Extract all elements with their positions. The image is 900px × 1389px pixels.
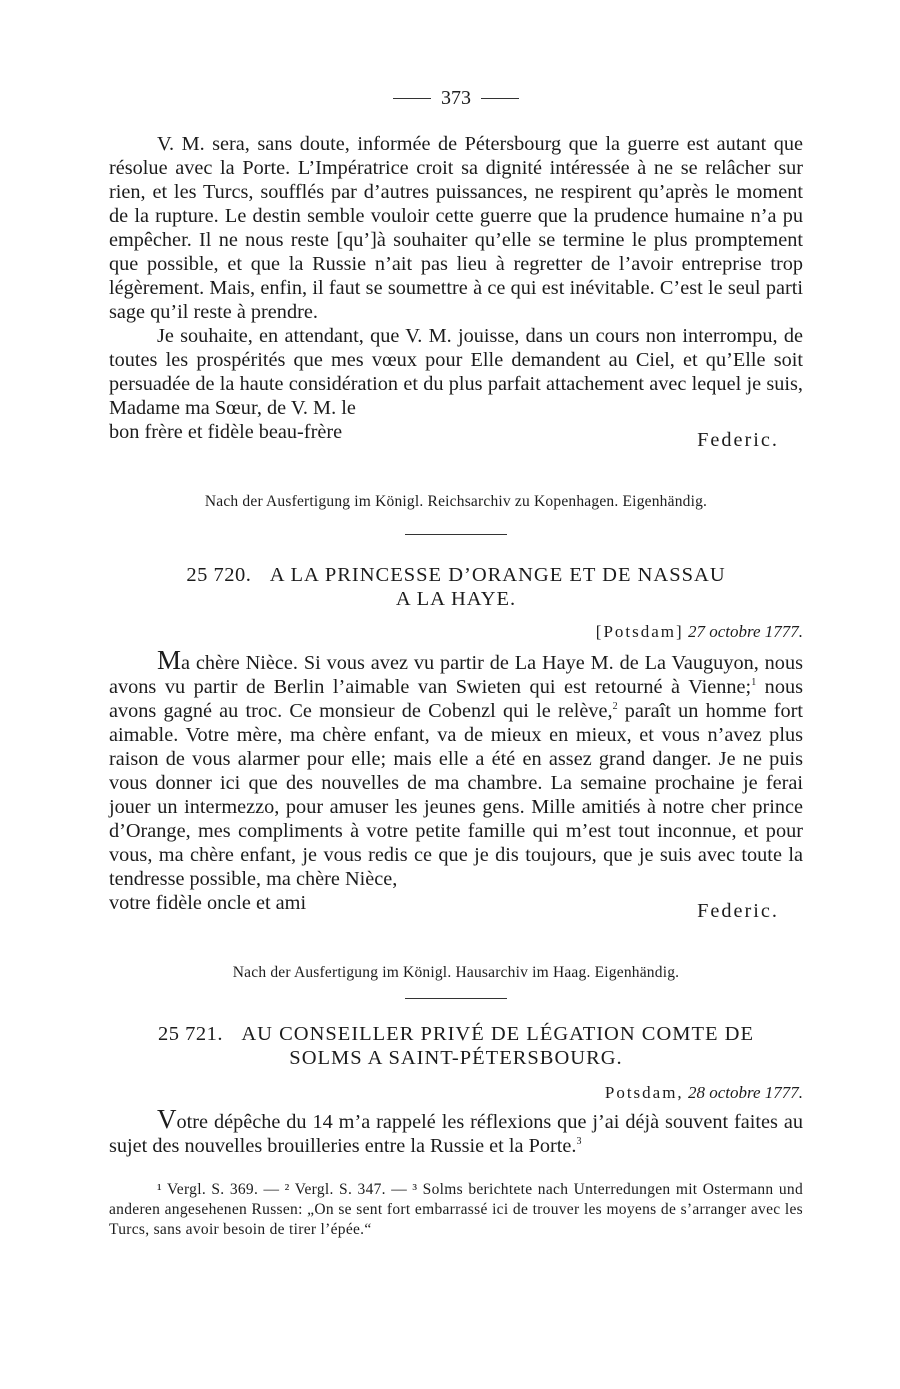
divider-2	[109, 998, 803, 999]
footnote-ref-3: 3	[576, 1136, 582, 1148]
dash-left	[393, 98, 431, 99]
letter-1-paragraph-1: V. M. sera, sans doute, informée de Pétersbourg que la guerre est autant que résolue avec la Porte. L’Impératrice croit sa dignité intéressée à ne se relâcher sur rien, et les Turcs, soufflés par d’autres puissances, ne respirent qu’après le moment de la rupture. Le destin semble vouloir cette guerre que la prudence humaine n’a pu empêcher. Il ne nous reste [qu’]à souhaiter qu’elle se termine le plus promptement que possible, et que la Russie n’ait pas lieu à regretter de l’avoir entreprise trop légèrement. Mais, enfin, il faut se soumettre à ce qui est inévitable. C’est le seul parti sage qu’il reste à prendre.	[109, 133, 803, 323]
letter-1-closing: bon frère et fidèle beau-frère Federic.	[109, 421, 779, 451]
divider-1	[109, 534, 803, 535]
letter-3-title-line-2: SOLMS A SAINT-PÉTERSBOURG.	[289, 1047, 623, 1069]
letter-2-closing: votre fidèle oncle et ami Federic.	[109, 892, 779, 922]
letter-1	[109, 132, 803, 451]
letter-2-title-line-2: A LA HAYE.	[395, 588, 517, 610]
letter-2-number: 25 720.	[186, 564, 252, 586]
letter-1-signature: Federic.	[697, 429, 779, 451]
footnote-ref-1: 1	[751, 677, 757, 689]
letter-3-dateline: Potsdam, 28 octobre 1777.	[604, 1083, 803, 1102]
letter-2-dropcap: M	[157, 645, 182, 675]
letter-3-title: AU CONSEILLER PRIVÉ DE LÉGATION COMTE DE	[241, 1023, 754, 1045]
letter-1-paragraph-2: Je souhaite, en attendant, que V. M. jouisse, dans un cours non interrompu, de toutes les prospérités que mes vœux pour Elle demandent au Ciel, et qu’Elle soit persuadée de la haute considération et du plus parfait attachement avec lequel je suis, Madame ma Sœur, de V. M. le	[109, 325, 803, 419]
letter-2-source: Nach der Ausfertigung im Königl. Hausarchiv im Haag. Eigenhändig.	[232, 964, 680, 981]
letter-2-dateline: [Potsdam] 27 octobre 1777.	[595, 622, 803, 641]
letter-2-title: A LA PRINCESSE D’ORANGE ET DE NASSAU	[269, 564, 726, 586]
page-number: 373	[109, 86, 803, 110]
letter-3-body: Votre dépêche du 14 m’a rappelé les réflexions que j’ai déjà souvent faites au sujet des nouvelles brouilleries entre la Russie et la Porte.$^3$	[109, 1104, 803, 1157]
letter-3-dropcap: V	[157, 1104, 177, 1134]
letter-1-source: Nach der Ausfertigung im Königl. Reichsarchiv zu Kopenhagen. Eigenhändig.	[204, 493, 708, 510]
letter-3-heading	[109, 1022, 803, 1070]
footnote-text: ¹ Vergl. S. 369. — ² Vergl. S. 347. — ³ Solms berichtete nach Unterredungen mit Ostermann und anderen angesehenen Russen: „On se sent fort embarrassé ici de trouver les moyens de s’arranger avec les Turcs, sans avoir besoin de tirer l’épée.“	[109, 1181, 803, 1238]
footnote-ref-2: 2	[612, 701, 618, 713]
dash-right	[481, 98, 519, 99]
letter-3-number: 25 721.	[158, 1023, 223, 1045]
footnotes	[109, 1180, 803, 1240]
letter-2-body: Ma chère Nièce. Si vous avez vu partir de La Haye M. de La Vauguyon, nous avons vu partir de Berlin l’aimable van Swieten qui est retourné à Vienne;$^1$ nous avons gagné au troc. Ce monsieur de Cobenzl qui le relève,$^2$ paraît un homme fort aimable. Votre mère, ma chère enfant, va de mieux en mieux, et vous n’avez plus raison de vous alarmer pour elle; mais elle a été en assez grand danger. Je ne puis vous donner ici que des nouvelles de ma chambre. La semaine prochaine je ferai jouer un intermezzo, pour amuser les jeunes gens. Mille amitiés à notre cher prince d’Orange, mes compliments à votre petite famille qui m’est tout inconnue, et pour vous, ma chère enfant, je vous redis ce que je dis toujours, que je suis avec toute la tendresse possible, ma chère Nièce, votre fidèle oncle et ami Federic.	[109, 645, 804, 922]
letter-2-heading	[109, 563, 803, 611]
letter-2-signature: Federic.	[697, 900, 779, 922]
